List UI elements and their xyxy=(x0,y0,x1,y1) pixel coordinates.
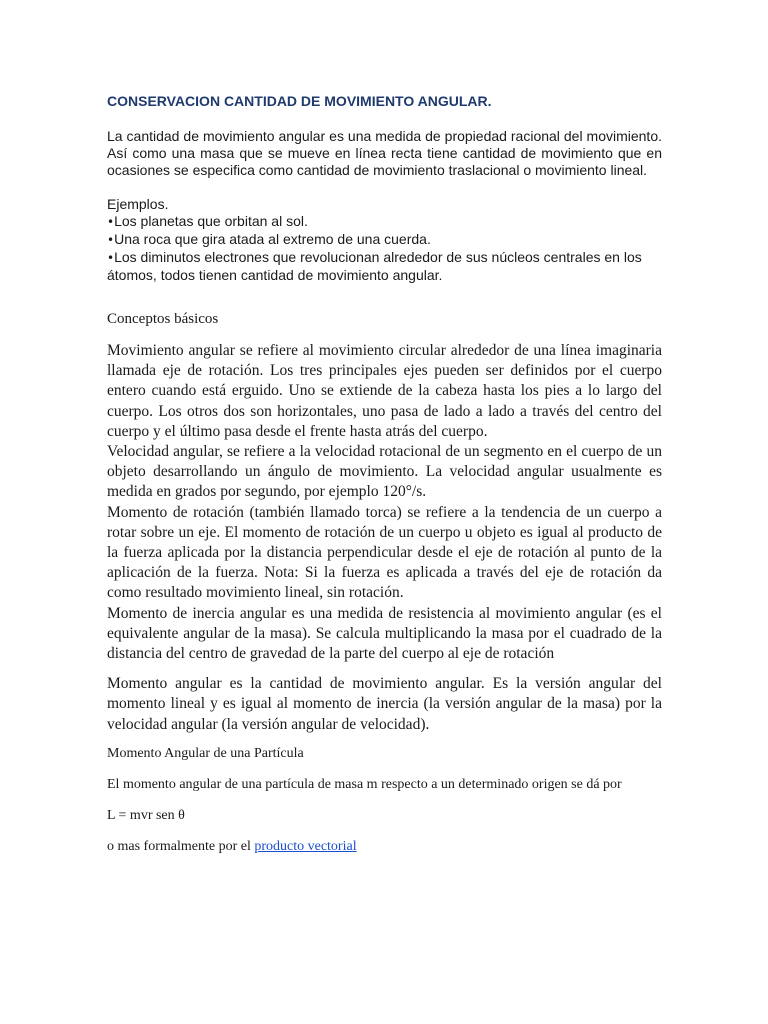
intro-paragraph: La cantidad de movimiento angular es una medida de propiedad racional del movimiento. Así como una masa que se mueve en línea recta tiene cantidad de movimiento que en ocasiones se especifica como cantidad de movimiento traslacional o movimiento lineal. xyxy=(107,128,662,178)
list-item xyxy=(107,213,662,231)
bullet-icon: • xyxy=(107,251,115,265)
example-text: Los diminutos electrones que revolucionan alrededor de sus núcleos centrales en los átomos, todos tienen cantidad de movimiento angular. xyxy=(107,249,642,283)
list-item xyxy=(107,231,662,249)
conceptos-body xyxy=(107,341,662,664)
producto-vectorial-link[interactable]: producto vectorial xyxy=(254,838,357,854)
paragraph-momento-rotacion: Momento de rotación (también llamado torca) se refiere a la tendencia de un cuerpo a rotar sobre un eje. El momento de rotación de un cuerpo u objeto es igual al producto de la fuerza aplicada por la distancia perpendicular desde el eje de rotación al punto de la aplicación de la fuerza. Nota: Si la fuerza es aplicada a través del eje de rotación da como resultado movimiento lineal, sin rotación. xyxy=(107,503,662,602)
document-title: CONSERVACION CANTIDAD DE MOVIMIENTO ANGULAR. xyxy=(107,93,492,109)
list-item xyxy=(107,249,662,284)
particula-heading: Momento Angular de una Partícula xyxy=(107,745,304,761)
conceptos-heading: Conceptos básicos xyxy=(107,311,219,327)
examples-list xyxy=(107,213,662,284)
paragraph-momento-angular: Momento angular es la cantidad de movimiento angular. Es la versión angular del momento lineal y es igual al momento de inercia (la versión angular de la masa) por la velocidad angular (la versión angular de velocidad). xyxy=(107,675,662,733)
example-text: Una roca que gira atada al extremo de una cuerda. xyxy=(114,231,431,247)
bullet-icon: • xyxy=(107,215,115,229)
paragraph-momento-inercia: Momento de inercia angular es una medida de resistencia al movimiento angular (es el equivalente angular de la masa). Se calcula multiplicando la masa por el cuadrado de la distancia del centro de gravedad de la parte del cuerpo al eje de rotación xyxy=(107,604,662,663)
examples-heading: Ejemplos. xyxy=(107,196,169,212)
particula-text: El momento angular de una partícula de masa m respecto a un determinado origen se dá por xyxy=(107,776,622,792)
paragraph-movimiento-angular: Movimiento angular se refiere al movimiento circular alrededor de una línea imaginaria llamada eje de rotación. Los tres principales ejes pueden ser definidos por el cuerpo entero cuando está erguido. Uno se extiende de la cabeza hasta los pies a lo largo del cuerpo. Los otros dos son horizontales, uno pasa de lado a lado a través del centro del cuerpo y el último pasa desde el frente hasta atrás del cuerpo. xyxy=(107,342,662,440)
bullet-icon: • xyxy=(107,233,115,247)
paragraph-velocidad-angular: Velocidad angular, se refiere a la velocidad rotacional de un segmento en el cuerpo de un objeto desarrollando un ángulo de movimiento. La velocidad angular usualmente es medida en grados por segundo, por ejemplo 120°/s. xyxy=(107,443,662,501)
formal-definition xyxy=(107,838,662,856)
formula: L = mvr sen θ xyxy=(107,807,185,823)
document-page xyxy=(107,92,662,869)
formal-prefix: o mas formalmente por el xyxy=(107,838,255,854)
example-text: Los planetas que orbitan al sol. xyxy=(114,213,308,229)
